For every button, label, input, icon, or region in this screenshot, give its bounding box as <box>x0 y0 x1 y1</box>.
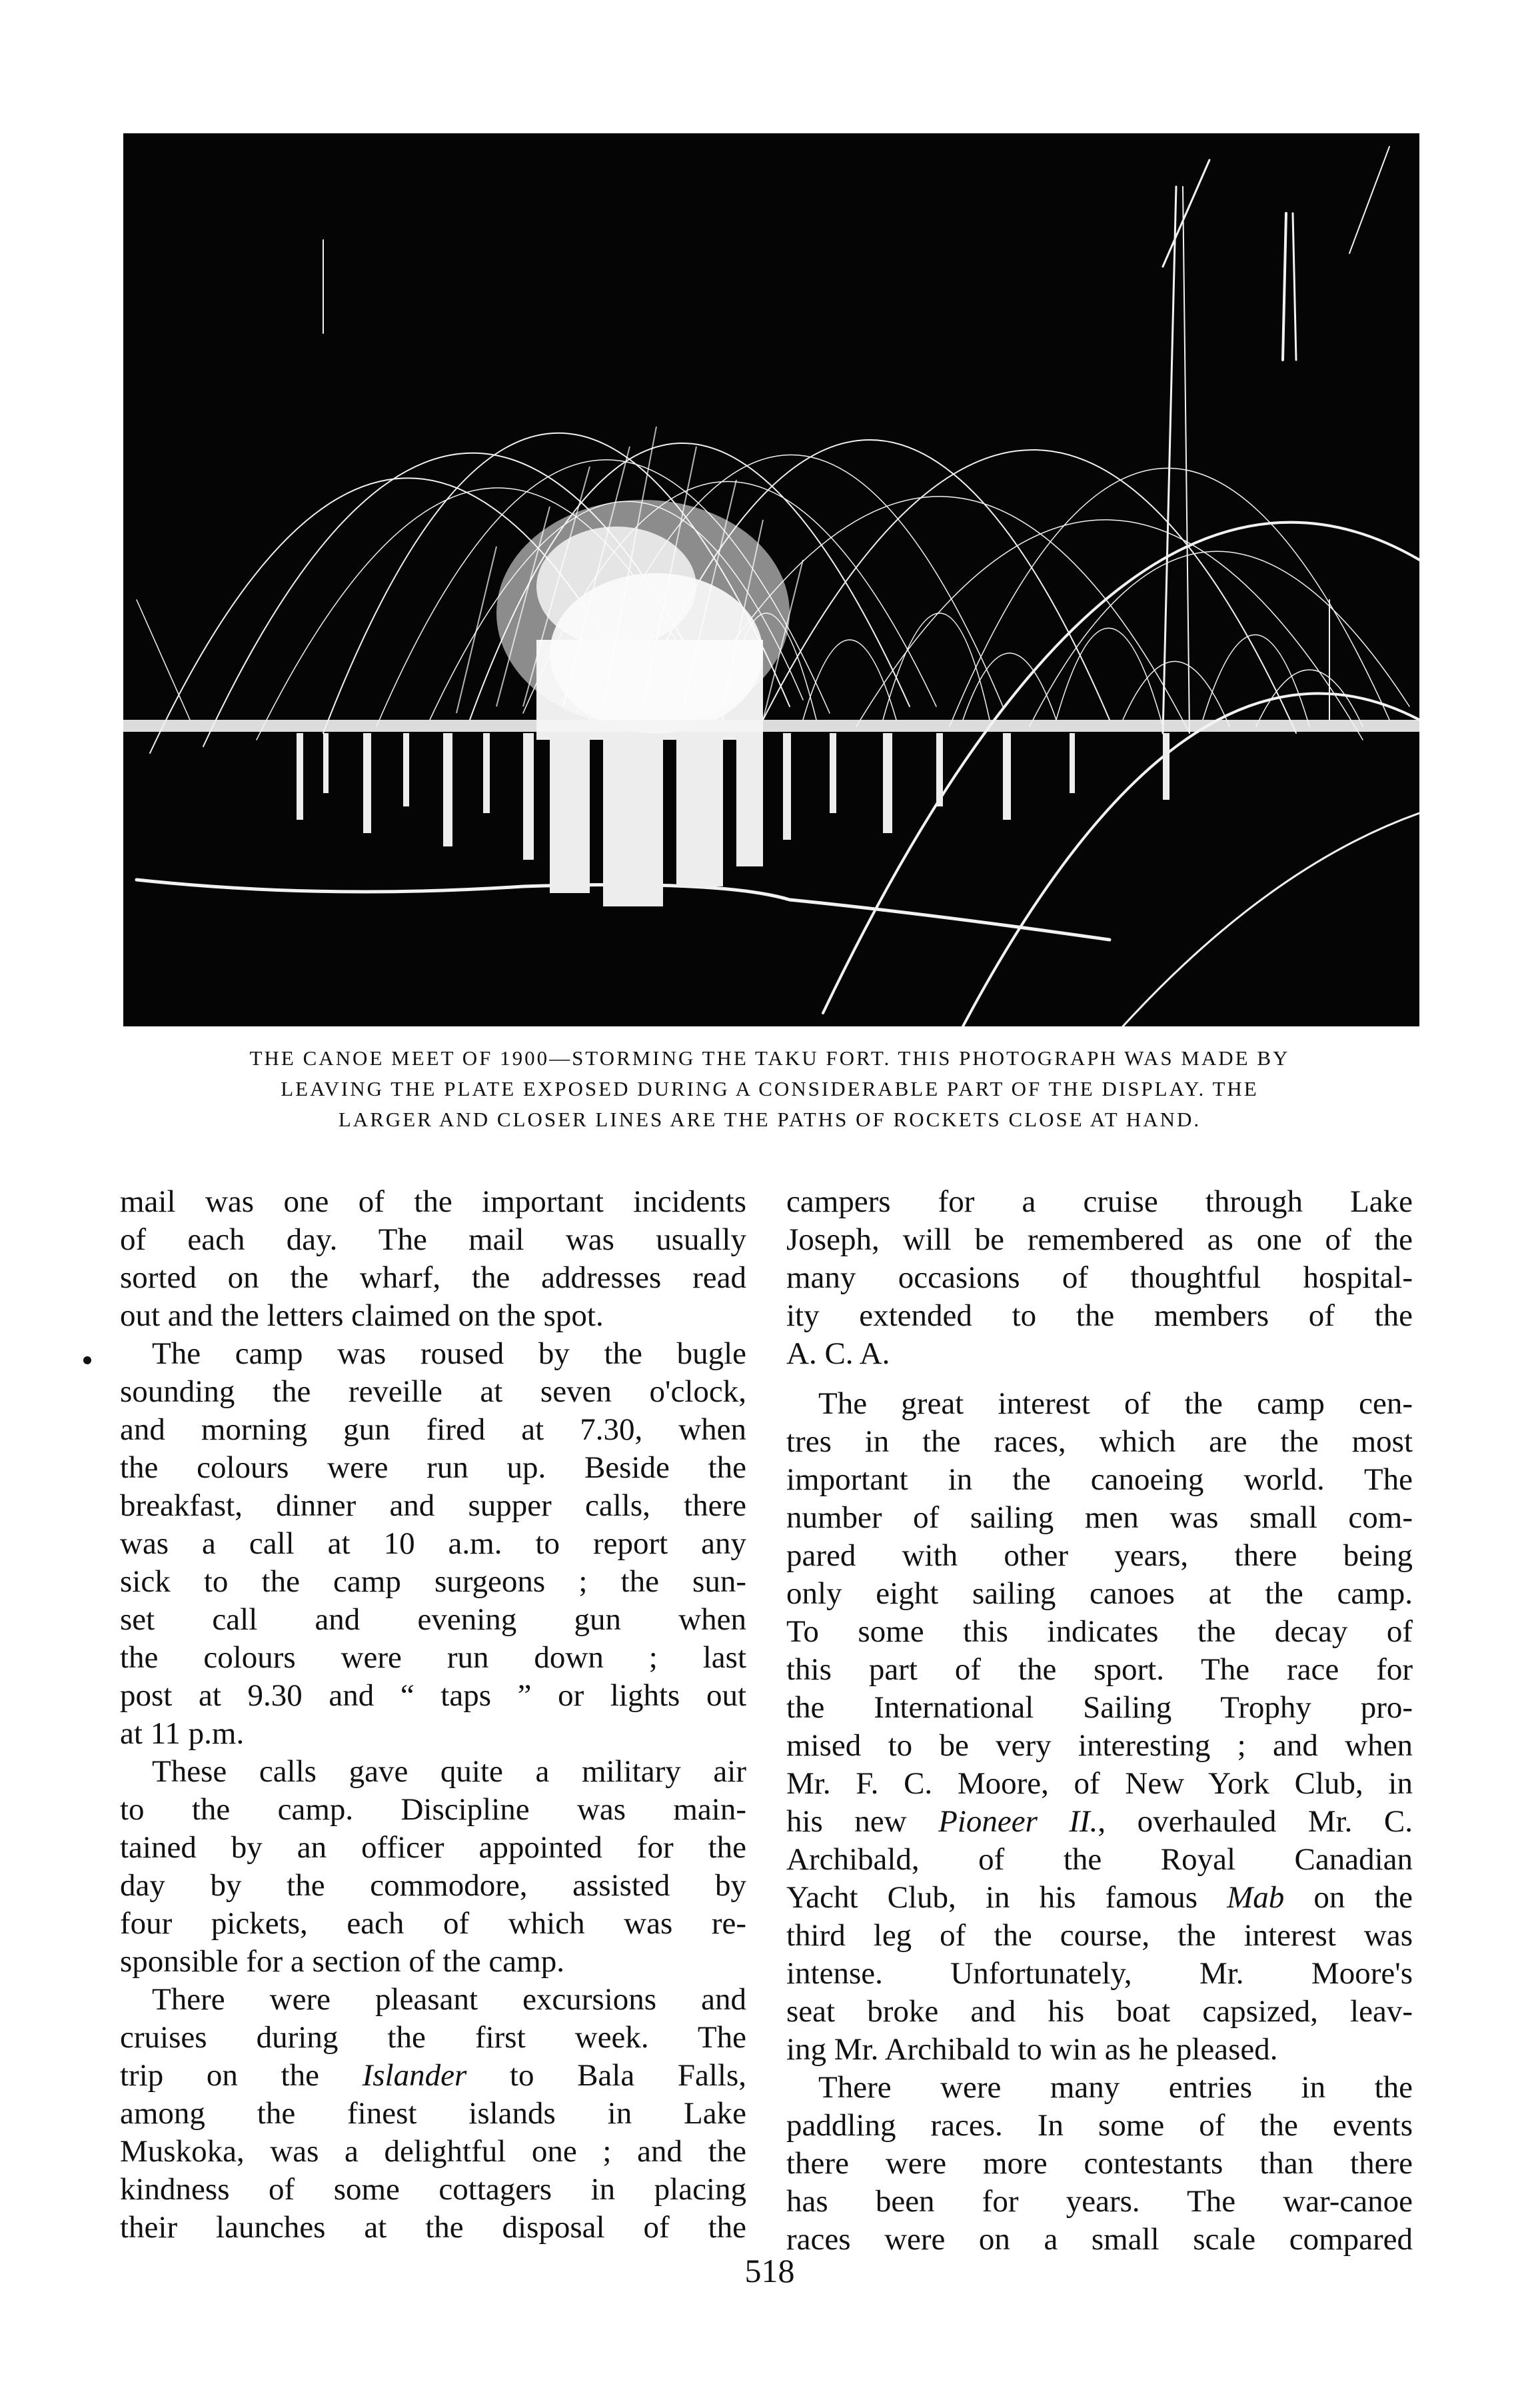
caption-line: LEAVING THE PLATE EXPOSED DURING A CONSIDERABLE PART OF THE DISPLAY. THE <box>281 1077 1259 1100</box>
text-line: was a call at 10 a.m. to report any <box>120 1526 746 1561</box>
text-line: the International Sailing Trophy pro- <box>786 1690 1413 1725</box>
text-line: post at 9.30 and “ taps ” or lights out <box>120 1678 746 1713</box>
text-line: To some this indicates the decay of <box>786 1614 1413 1649</box>
left-text-column <box>120 1183 746 2247</box>
text-line: The great interest of the camp cen- <box>818 1386 1413 1421</box>
text-line: set call and evening gun when <box>120 1602 746 1637</box>
photo-caption <box>100 1043 1439 1135</box>
text-line: four pickets, each of which was re- <box>120 1906 746 1941</box>
text-line: the colours were run down ; last <box>120 1640 746 1675</box>
text-line: sponsible for a section of the camp. <box>120 1944 564 1979</box>
right-text-column <box>786 1183 1413 2259</box>
text-line: seat broke and his boat capsized, leav- <box>786 1994 1413 2029</box>
paragraph <box>786 2069 1413 2259</box>
text-line: pared with other years, there being <box>786 1538 1413 1573</box>
text-segment: on the <box>1284 1880 1413 1915</box>
text-line: tained by an officer appointed for the <box>120 1830 746 1865</box>
text-line: tres in the races, which are the most <box>786 1424 1413 1459</box>
text-line: among the finest islands in Lake <box>120 2096 746 2131</box>
caption-line: LARGER AND CLOSER LINES ARE THE PATHS OF ROCKETS CLOSE AT HAND. <box>338 1108 1201 1131</box>
text-line: sounding the reveille at seven o'clock, <box>120 1374 746 1409</box>
text-line: These calls gave quite a military air <box>152 1754 746 1789</box>
text-line: this part of the sport. The race for <box>786 1652 1413 1687</box>
text-line <box>786 1803 1413 1841</box>
text-line: races were on a small scale compared <box>786 2222 1413 2257</box>
text-line: important in the canoeing world. The <box>786 1462 1413 1497</box>
paragraph <box>120 1753 746 1981</box>
text-line: number of sailing men was small com- <box>786 1500 1413 1535</box>
text-line: their launches at the disposal of the <box>120 2210 746 2245</box>
text-line: many occasions of thoughtful hospital- <box>786 1260 1413 1295</box>
vessel-name: Mab <box>1227 1880 1285 1915</box>
text-line: sorted on the wharf, the addresses read <box>120 1260 746 1295</box>
paragraph <box>120 1981 746 2247</box>
text-line: to the camp. Discipline was main- <box>120 1792 746 1827</box>
paragraph <box>786 1183 1413 1373</box>
text-line: cruises during the first week. The <box>120 2020 746 2055</box>
text-line: ity extended to the members of the <box>786 1298 1413 1333</box>
text-line: Muskoka, was a delightful one ; and the <box>120 2134 746 2169</box>
paragraph <box>120 1183 746 1335</box>
text-line: kindness of some cottagers in placing <box>120 2172 746 2207</box>
text-line: sick to the camp surgeons ; the sun- <box>120 1564 746 1599</box>
fireworks-photograph <box>123 133 1419 1026</box>
text-line: only eight sailing canoes at the camp. <box>786 1576 1413 1611</box>
text-line: Mr. F. C. Moore, of New York Club, in <box>786 1766 1413 1801</box>
text-line: There were many entries in the <box>818 2070 1413 2105</box>
text-line: A. C. A. <box>786 1336 890 1371</box>
text-line: there were more contestants than there <box>786 2146 1413 2181</box>
text-segment: trip on the <box>120 2058 363 2093</box>
fireworks-image <box>123 133 1419 1026</box>
caption-line: THE CANOE MEET OF 1900—STORMING THE TAKU FORT. THIS PHOTOGRAPH WAS MADE BY <box>249 1046 1290 1070</box>
text-line: paddling races. In some of the events <box>786 2108 1413 2143</box>
text-segment: Yacht Club, in his famous <box>786 1880 1227 1915</box>
text-line: ing Mr. Archibald to win as he pleased. <box>786 2032 1278 2067</box>
text-line: out and the letters claimed on the spot. <box>120 1298 604 1333</box>
text-line: breakfast, dinner and supper calls, there <box>120 1488 746 1523</box>
paragraph <box>120 1335 746 1753</box>
text-line: has been for years. The war-canoe <box>786 2184 1413 2219</box>
page-number: 518 <box>744 2252 795 2289</box>
text-segment: , overhauled Mr. C. <box>1098 1804 1413 1839</box>
text-line <box>786 1879 1413 1917</box>
paragraph <box>786 1385 1413 2069</box>
text-line: third leg of the course, the interest was <box>786 1918 1413 1953</box>
text-line: mised to be very interesting ; and when <box>786 1728 1413 1763</box>
text-line: day by the commodore, assisted by <box>120 1868 746 1903</box>
text-line: The camp was roused by the bugle <box>152 1336 746 1371</box>
text-line: intense. Unfortunately, Mr. Moore's <box>786 1956 1413 1991</box>
text-line <box>120 2057 746 2095</box>
text-line: the colours were run up. Beside the <box>120 1450 746 1485</box>
text-line: and morning gun fired at 7.30, when <box>120 1412 746 1447</box>
vessel-name: Pioneer II. <box>938 1804 1098 1839</box>
text-line: Archibald, of the Royal Canadian <box>786 1842 1413 1877</box>
margin-mark <box>83 1356 91 1364</box>
text-line: campers for a cruise through Lake <box>786 1184 1413 1219</box>
text-line: of each day. The mail was usually <box>120 1222 746 1257</box>
text-segment: his new <box>786 1804 939 1839</box>
text-line: at 11 p.m. <box>120 1716 245 1751</box>
vessel-name: Islander <box>362 2058 467 2093</box>
text-segment: to Bala Falls, <box>466 2058 746 2093</box>
text-line: mail was one of the important incidents <box>120 1184 746 1219</box>
text-line: There were pleasant excursions and <box>152 1982 746 2017</box>
text-line: Joseph, will be remembered as one of the <box>786 1222 1413 1257</box>
